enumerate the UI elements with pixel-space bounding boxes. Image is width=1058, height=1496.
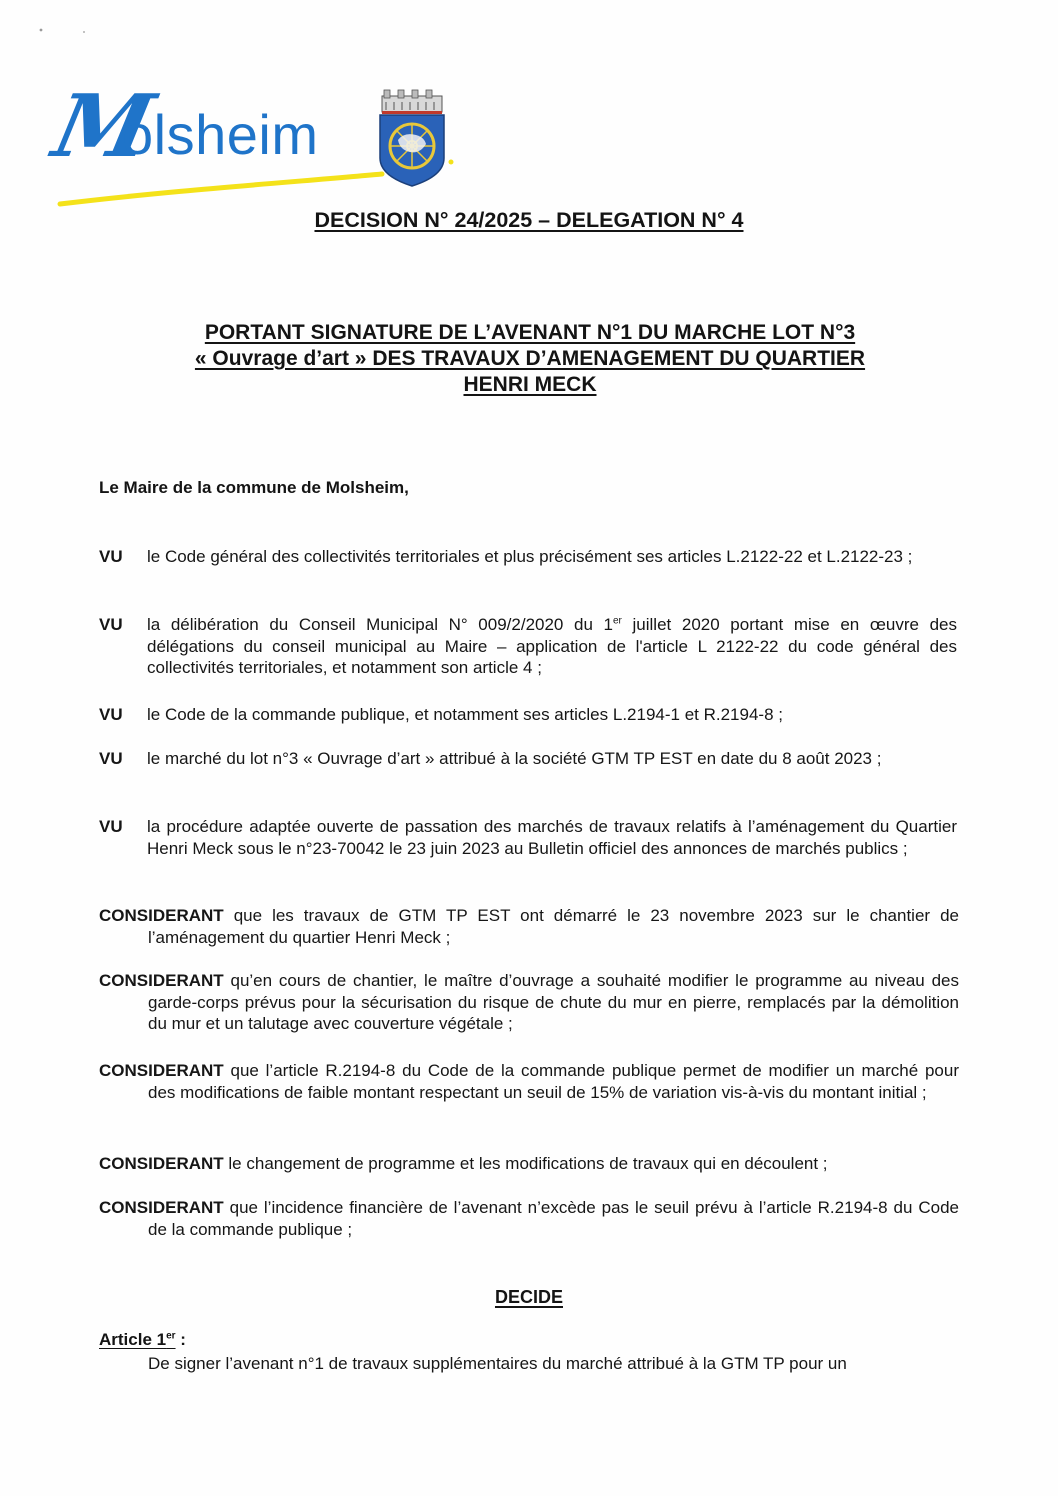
subject-line-2: « Ouvrage d’art » DES TRAVAUX D’AMENAGEMENT DU QUARTIER bbox=[194, 347, 866, 370]
preamble: Le Maire de la commune de Molsheim, bbox=[99, 478, 409, 497]
vu-text: le marché du lot n°3 « Ouvrage d’art » attribué à la société GTM TP EST en date du 8 août 2023 ; bbox=[147, 749, 882, 768]
article-colon: : bbox=[175, 1330, 186, 1349]
decide-text: DECIDE bbox=[494, 1287, 563, 1307]
vu-text: la procédure adaptée ouverte de passation des marchés de travaux relatifs à l’aménagement du Quartier Henri Meck sous le n°23-70042 le 23 juin 2023 au Bulletin officiel des annonces de marchés publics ; bbox=[147, 817, 957, 858]
considerant-text: que les travaux de GTM TP EST ont démarré le 23 novembre 2023 sur le chantier de l’aménagement du quartier Henri Meck ; bbox=[148, 906, 959, 947]
considerant-keyword: CONSIDERANT bbox=[99, 1198, 224, 1217]
subject-line-1: PORTANT SIGNATURE DE L’AVENANT N°1 DU MARCHE LOT N°3 bbox=[204, 321, 856, 344]
vu-keyword: VU bbox=[99, 749, 123, 768]
decision-title-text: DECISION N° 24/2025 – DELEGATION N° 4 bbox=[314, 208, 744, 232]
considerant-keyword: CONSIDERANT bbox=[99, 971, 224, 990]
article-label-text: Article 1 bbox=[99, 1330, 167, 1349]
considerant-text: que l’article R.2194-8 du Code de la commande publique permet de modifier un marché pour des modifications de faible montant respectant un seuil de 15% de variation vis-à-vis du montant initial ; bbox=[148, 1061, 959, 1102]
considerant-text: que l’incidence financière de l’avenant n’excède pas le seuil prévu à l’article R.2194-8 du Code de la commande publique ; bbox=[148, 1198, 959, 1239]
decision-subject bbox=[100, 320, 960, 398]
subject-line-3: HENRI MECK bbox=[463, 373, 597, 396]
article-1-text: De signer l’avenant n°1 de travaux supplémentaires du marché attribué à la GTM TP pour un bbox=[148, 1354, 847, 1373]
logo-text: olsheim bbox=[122, 103, 319, 166]
vu-text: le Code de la commande publique, et notamment ses articles L.2194-1 et R.2194-8 ; bbox=[147, 705, 783, 724]
molsheim-logo bbox=[45, 76, 472, 212]
considerant-item bbox=[99, 970, 959, 1035]
article-1-heading bbox=[99, 1330, 186, 1350]
decide-heading bbox=[0, 1287, 1058, 1308]
considerant-text: qu’en cours de chantier, le maître d’ouvrage a souhaité modifier le programme au niveau des garde-corps prévus pour la sécurisation du risque de chute du mur en pierre, remplacés par la démolition du mur et un talutage avec couverture végétale ; bbox=[148, 971, 959, 1033]
considerant-item bbox=[99, 1197, 959, 1240]
vu-keyword: VU bbox=[99, 705, 123, 724]
vu-text-sup: er bbox=[612, 615, 622, 627]
considerant-keyword: CONSIDERANT bbox=[99, 906, 224, 925]
considerant-item bbox=[99, 1060, 959, 1103]
vu-keyword: VU bbox=[99, 547, 123, 566]
scan-specks bbox=[38, 26, 98, 38]
considerant-item bbox=[99, 1153, 959, 1175]
vu-text bbox=[147, 614, 957, 679]
article-label bbox=[99, 1330, 176, 1349]
vu-keyword: VU bbox=[99, 817, 123, 836]
logo-initial: M bbox=[45, 76, 156, 177]
decision-title bbox=[0, 208, 1058, 233]
vu-text-part: la délibération du Conseil Municipal N° 009/2/2020 du 1 bbox=[147, 615, 613, 634]
considerant-text: le changement de programme et les modifications de travaux qui en découlent ; bbox=[228, 1154, 828, 1173]
considerant-keyword: CONSIDERANT bbox=[99, 1061, 224, 1080]
vu-text: le Code général des collectivités territoriales et plus précisément ses articles L.2122-22 et L.2122-23 ; bbox=[147, 547, 913, 566]
coat-of-arms-icon bbox=[372, 88, 452, 188]
vu-keyword: VU bbox=[99, 615, 123, 634]
article-label-sup: er bbox=[166, 1330, 176, 1342]
considerant-item bbox=[99, 905, 959, 948]
vu-text-part: juillet 2020 portant mise en œuvre des délégations du conseil municipal au Maire – application de l'article L 2122-22 du code général des collectivités territoriales, et notamment son article 4 ; bbox=[147, 615, 957, 677]
considerant-keyword: CONSIDERANT bbox=[99, 1154, 224, 1173]
